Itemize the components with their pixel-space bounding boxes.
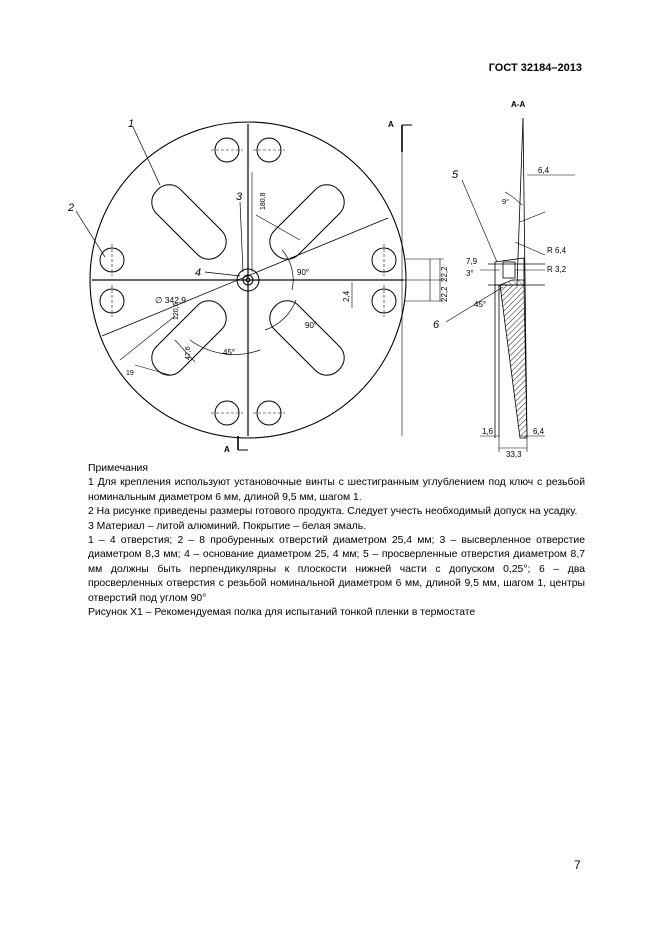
angle-90-a: 90° xyxy=(297,268,310,277)
standard-header: ГОСТ 32184–2013 xyxy=(488,62,582,74)
callout-2: 2 xyxy=(68,202,75,214)
sec-r6-4: R 6,4 xyxy=(547,246,567,255)
cut-mark-top: А xyxy=(388,120,394,129)
dim-47-6: 47,6 xyxy=(185,346,192,360)
plan-view xyxy=(76,122,444,450)
dim-diameter: ∅ 342,9 xyxy=(155,295,187,305)
dim-19: 19 xyxy=(126,370,134,377)
legend: 1 – 4 отверстия; 2 – 8 пробуренных отверстий диаметром 25,4 мм; 3 – высверленное отверстие диаметром 8,3 мм; 4 – основание диаметром 25, 4 мм; 5 – просверленные отверстия диаметром 8,7 мм должны быть перпендикулярны к плоскости нижней части с допуском 0,25°; 6 – два просверленных отверстия с резьбой номинальной диаметром 6 мм, длиной 9,5 мм, шагом 1, центры отверстий под углом 90° xyxy=(88,535,585,604)
section-labels xyxy=(433,100,567,459)
dim-22-2-a: 22,2 xyxy=(440,266,449,282)
callout-1: 1 xyxy=(128,118,135,130)
figure-caption: Рисунок Х1 – Рекомендуемая полка для испытаний тонкой пленки в термостате xyxy=(88,607,476,619)
slot-bottom-right xyxy=(263,294,351,382)
sec-angle-9: 9° xyxy=(502,197,510,206)
sec-angle-45: 45° xyxy=(474,300,487,309)
sec-dim-1-6: 1,6 xyxy=(482,427,494,436)
dim-180-8: 180,8 xyxy=(260,192,267,210)
sec-dim-33-3: 33,3 xyxy=(506,450,522,459)
slot-top-right xyxy=(263,178,351,266)
sec-dim-7-9: 7,9 xyxy=(466,257,478,266)
callout-6: 6 xyxy=(433,319,440,331)
sec-angle-3: 3° xyxy=(466,269,474,278)
dim-2-4: 2,4 xyxy=(342,290,351,302)
callout-4: 4 xyxy=(195,267,202,279)
callout-5: 5 xyxy=(452,169,459,181)
notes-title: Примечания xyxy=(88,463,148,474)
notes-block xyxy=(88,462,585,620)
angle-90-b: 90° xyxy=(305,321,318,330)
note-1: 1 Для крепления используют установочные винты с шестигранным углублением под ключ с резьбой номинальным диаметром 6 мм, длиной 9,5 мм, шагом 1. xyxy=(88,477,585,503)
page-number: 7 xyxy=(574,858,581,872)
section-view xyxy=(446,118,575,452)
section-title: А-А xyxy=(511,100,526,109)
slot-bottom-left xyxy=(145,294,236,382)
slot-top-left xyxy=(145,178,233,266)
dim-22-2-b: 22,2 xyxy=(440,286,449,302)
cut-mark-bottom: А xyxy=(224,445,230,454)
angle-45: 45° xyxy=(223,348,236,357)
sec-dim-6-4-top: 6,4 xyxy=(538,166,550,175)
plan-labels xyxy=(67,118,449,454)
sec-r3-2: R 3,2 xyxy=(547,265,567,274)
note-2: 2 На рисунке приведены размеры готового продукта. Следует учесть необходимый допуск на усадку. xyxy=(88,506,578,518)
sec-dim-6-4-bot: 6,4 xyxy=(533,427,545,436)
dim-120-6: 120,6 xyxy=(173,302,180,320)
note-3: 3 Материал – литой алюминий. Покрытие – белая эмаль. xyxy=(88,520,367,532)
callout-3: 3 xyxy=(236,191,243,203)
